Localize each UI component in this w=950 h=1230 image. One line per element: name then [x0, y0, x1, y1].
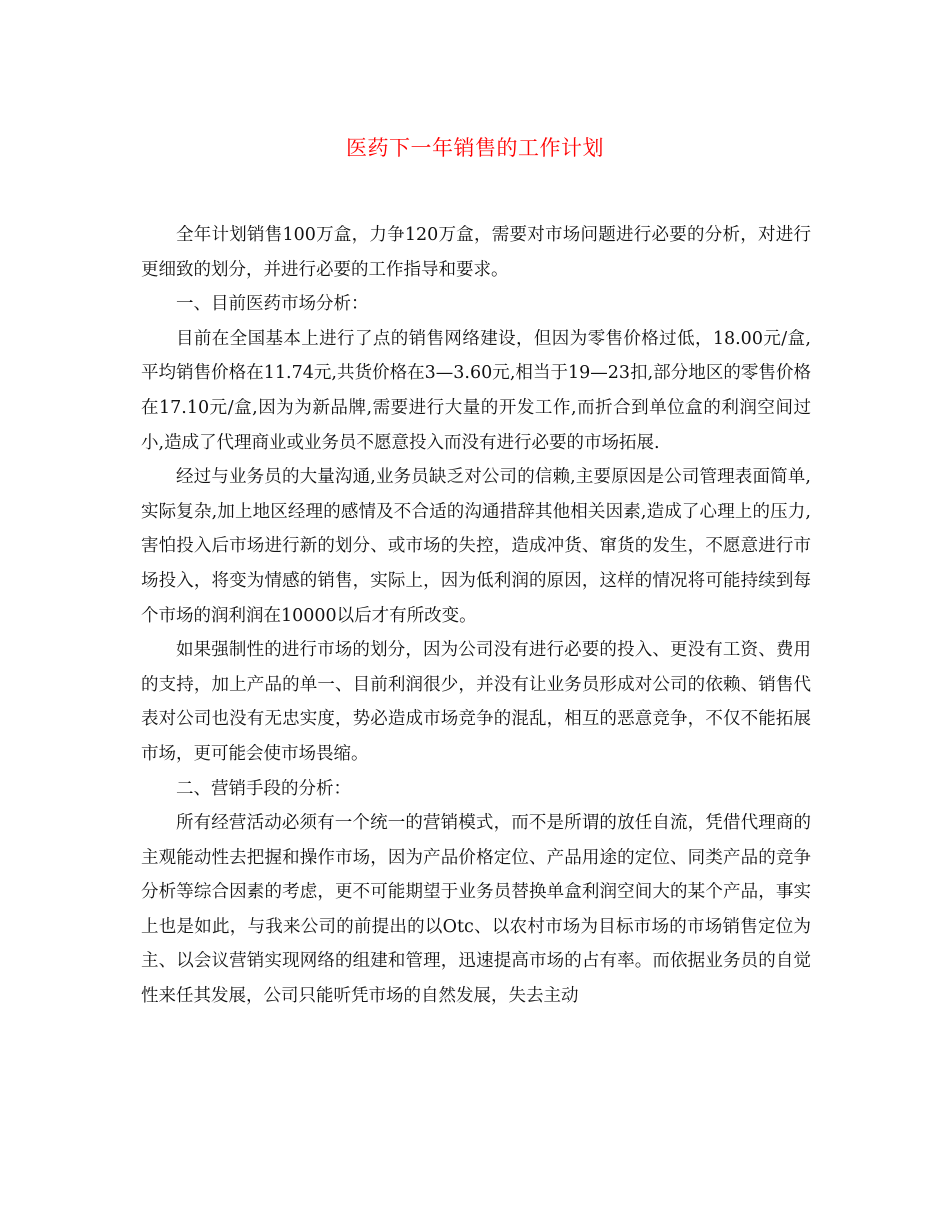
document-title: 医药下一年销售的工作计划 — [346, 136, 604, 160]
paragraph-marketing-model: 所有经营活动必须有一个统一的营销模式，而不是所谓的放任自流，凭借代理商的主观能动性去把握和操作市场，因为产品价格定位、产品用途的定位、同类产品的竞争分析等综合因素的考虑，更不可能期望于业务员替换单盒利润空间大的某个产品，事实上也是如此，与我来公司的前提出的以Otc、以农村市场为目标市场的市场销售定位为主、以会议营销实现网络的组建和管理，迅速提高市场的占有率。而依据业务员的自觉性来任其发展，公司只能听凭市场的自然发展，失去主动 — [141, 813, 811, 1007]
document-body — [141, 218, 811, 1014]
paragraph-network-pricing: 目前在全国基本上进行了点的销售网络建设，但因为零售价格过低，18.00元/盒,平均销售价格在11.74元,共货价格在3—3.60元,相当于19—23扣,部分地区的零售价格在17.10元/盒,因为为新品牌,需要进行大量的开发工作,而折合到单位盒的利润空间过小,造成了代理商业或业务员不愿意投入而没有进行必要的市场拓展. — [141, 328, 811, 453]
paragraph-intro: 全年计划销售100万盒，力争120万盒，需要对市场问题进行必要的分析，对进行更细致的划分，并进行必要的工作指导和要求。 — [141, 225, 811, 280]
section-heading-marketing-means: 二、营销手段的分析： — [176, 778, 351, 799]
paragraph-salesperson-trust: 经过与业务员的大量沟通,业务员缺乏对公司的信赖,主要原因是公司管理表面简单,实际复杂,加上地区经理的感情及不合适的沟通措辞其他相关因素,造成了心理上的压力,害怕投入后市场进行新的划分、或市场的失控，造成冲货、窜货的发生，不愿意进行市场投入，将变为情感的销售，实际上，因为低利润的原因，这样的情况将可能持续到每个市场的润利润在10000以后才有所改变。 — [141, 467, 811, 626]
section-heading-market-analysis: 一、目前医药市场分析： — [176, 294, 369, 315]
paragraph-forced-division: 如果强制性的进行市场的划分，因为公司没有进行必要的投入、更没有工资、费用的支持，加上产品的单一、目前利润很少，并没有让业务员形成对公司的依赖、销售代表对公司也没有无忠实度，势必造成市场竞争的混乱，相互的恶意竞争，不仅不能拓展市场，更可能会使市场畏缩。 — [141, 640, 811, 764]
